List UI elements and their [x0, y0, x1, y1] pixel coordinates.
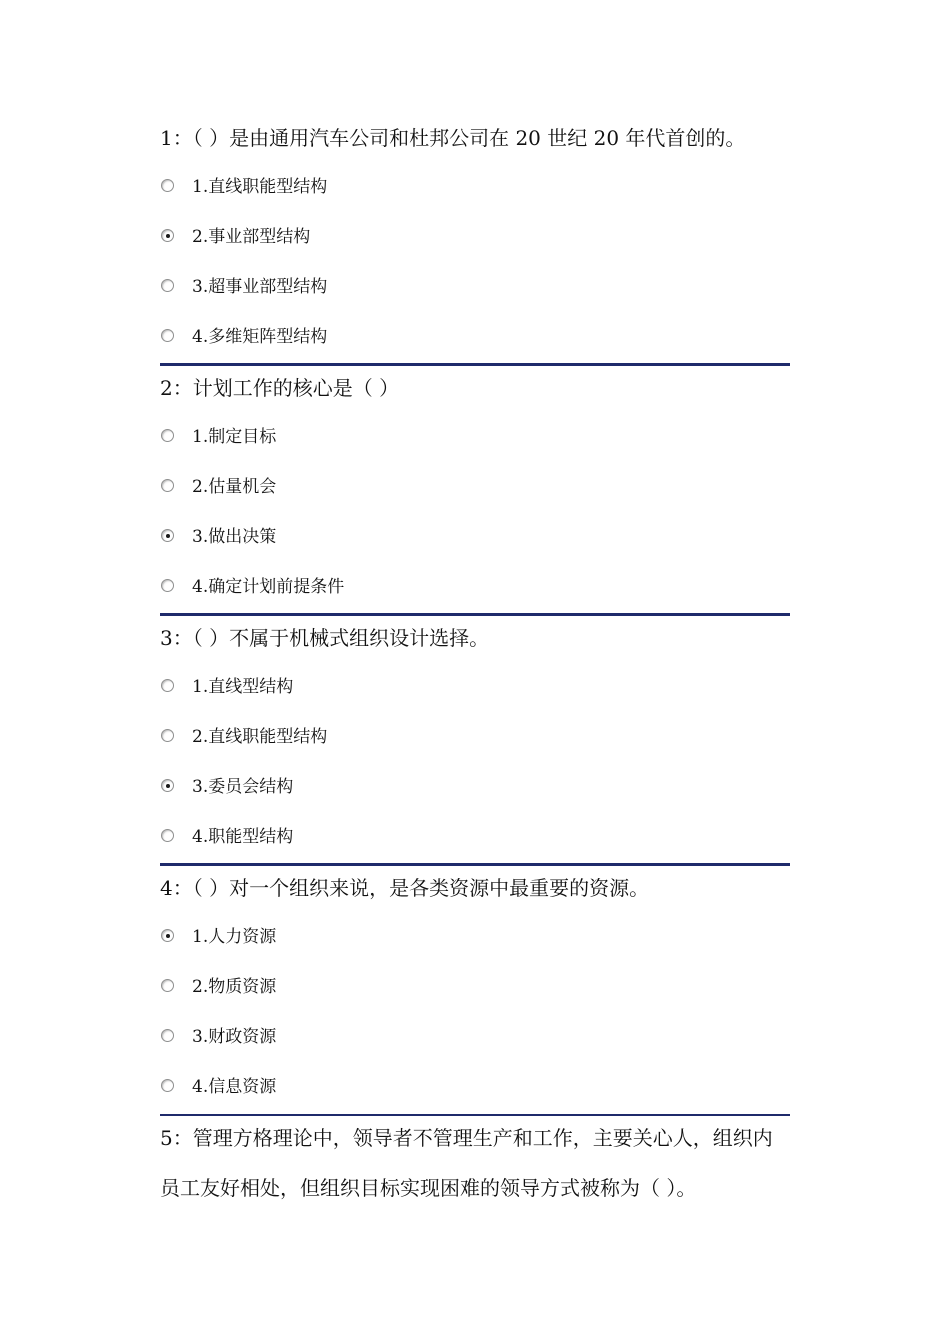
- option-4[interactable]: [160, 1079, 560, 1103]
- radio-button[interactable]: [161, 329, 174, 342]
- option-label: 1.直线职能型结构: [192, 177, 328, 197]
- option-3[interactable]: [160, 279, 560, 303]
- option-label: 1.制定目标: [192, 427, 277, 447]
- radio-button-selected[interactable]: [161, 779, 174, 792]
- radio-button[interactable]: [161, 179, 174, 192]
- option-3[interactable]: [160, 1029, 560, 1053]
- question-title: 2：计划工作的核心是（ ）: [160, 376, 400, 400]
- option-label: 2.直线职能型结构: [192, 727, 328, 747]
- radio-button-selected[interactable]: [161, 529, 174, 542]
- option-label: 2.估量机会: [192, 477, 277, 497]
- option-1[interactable]: [160, 179, 560, 203]
- radio-button[interactable]: [161, 679, 174, 692]
- option-2[interactable]: [160, 729, 560, 753]
- option-label: 2.物质资源: [192, 977, 277, 997]
- radio-button[interactable]: [161, 829, 174, 842]
- radio-button[interactable]: [161, 479, 174, 492]
- radio-button[interactable]: [161, 979, 174, 992]
- radio-button-selected[interactable]: [161, 929, 174, 942]
- option-label: 4.多维矩阵型结构: [192, 327, 328, 347]
- question-title: 3：（ ）不属于机械式组织设计选择。: [160, 626, 490, 650]
- option-label: 3.委员会结构: [192, 777, 294, 797]
- question-title: 5：管理方格理论中，领导者不管理生产和工作，主要关心人，组织内员工友好相处，但组织目标实现困难的领导方式被称为（ ）。: [160, 1126, 773, 1200]
- option-label: 1.人力资源: [192, 927, 277, 947]
- option-1[interactable]: [160, 679, 560, 703]
- option-1[interactable]: [160, 429, 560, 453]
- question-title: 1：（ ）是由通用汽车公司和杜邦公司在 20 世纪 20 年代首创的。: [160, 126, 746, 150]
- option-label: 2.事业部型结构: [192, 227, 311, 247]
- option-2[interactable]: [160, 479, 560, 503]
- option-2[interactable]: [160, 979, 560, 1003]
- option-2[interactable]: [160, 229, 560, 253]
- option-label: 1.直线型结构: [192, 677, 294, 697]
- option-4[interactable]: [160, 829, 560, 853]
- option-3[interactable]: [160, 529, 560, 553]
- question-divider: [160, 613, 790, 616]
- question-divider: [160, 863, 790, 866]
- option-4[interactable]: [160, 579, 560, 603]
- radio-button[interactable]: [161, 429, 174, 442]
- radio-button[interactable]: [161, 729, 174, 742]
- question-divider: [160, 363, 790, 366]
- option-4[interactable]: [160, 329, 560, 353]
- question-title: 4：（ ）对一个组织来说，是各类资源中最重要的资源。: [160, 876, 650, 900]
- option-label: 4.职能型结构: [192, 827, 294, 847]
- radio-button[interactable]: [161, 1029, 174, 1042]
- option-label: 3.超事业部型结构: [192, 277, 328, 297]
- radio-button[interactable]: [161, 279, 174, 292]
- option-3[interactable]: [160, 779, 560, 803]
- radio-button[interactable]: [161, 1079, 174, 1092]
- option-1[interactable]: [160, 929, 560, 953]
- option-label: 4.确定计划前提条件: [192, 577, 345, 597]
- option-label: 3.财政资源: [192, 1027, 277, 1047]
- option-label: 4.信息资源: [192, 1077, 277, 1097]
- radio-button[interactable]: [161, 579, 174, 592]
- option-label: 3.做出决策: [192, 527, 277, 547]
- radio-button-selected[interactable]: [161, 229, 174, 242]
